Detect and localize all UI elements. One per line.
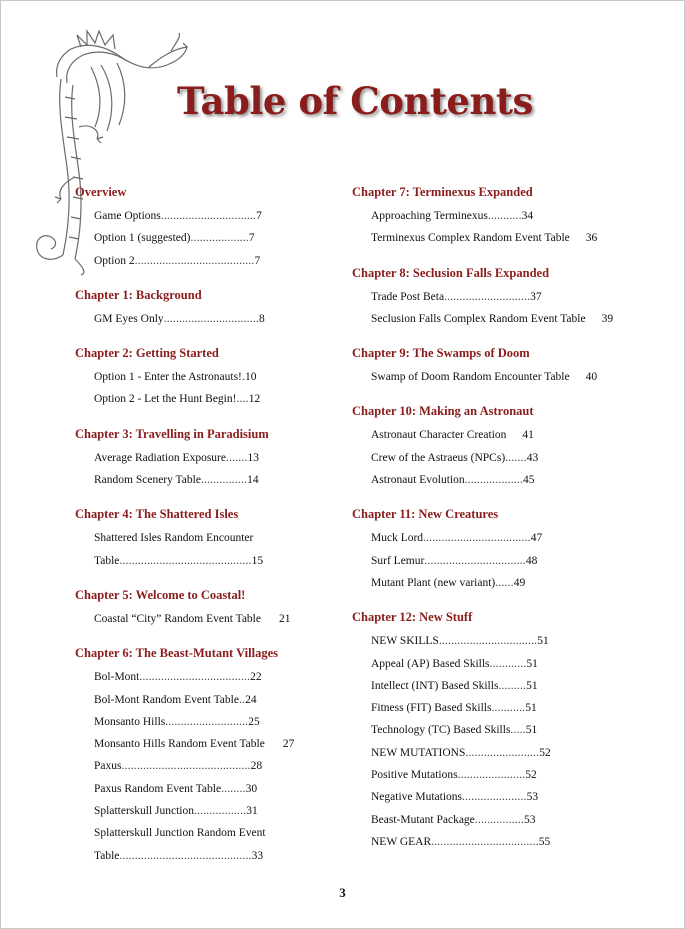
toc-entry-title: Splatterskull Junction Random Event [94,827,266,840]
toc-page-number: 45 [523,474,535,487]
toc-entry-list [75,308,325,330]
toc-page-number: 51 [525,702,537,715]
toc-entry-list [352,630,612,853]
chapter-heading[interactable]: Chapter 6: The Beast-Mutant Villages [75,646,279,661]
toc-entry-title: Seclusion Falls Complex Random Event Table [371,312,586,325]
toc-page-number: 53 [524,813,536,826]
toc-leader-dots: ........... [491,702,526,715]
toc-chapter [352,344,612,388]
toc-entry[interactable] [352,719,612,741]
toc-entry-list [75,366,325,411]
toc-leader-dots: ........................ [465,746,540,759]
toc-entry[interactable] [352,831,612,853]
toc-page-number: 14 [247,474,259,487]
toc-page-number: 25 [248,715,260,728]
toc-page-number: 31 [246,805,258,818]
toc-leader-dots: ................................... [423,532,531,545]
toc-entry-title: Muck Lord [371,532,424,545]
chapter-heading[interactable]: Chapter 9: The Swamps of Doom [352,346,530,361]
toc-entry[interactable] [75,608,325,630]
toc-entry-list [75,447,325,492]
chapter-heading[interactable]: Chapter 12: New Stuff [352,610,473,625]
toc-chapter [75,505,325,572]
toc-page-number: 30 [245,782,258,795]
toc-chapter [352,183,612,250]
chapter-heading[interactable]: Chapter 5: Welcome to Coastal! [75,587,246,602]
toc-entry-title: Beast-Mutant Package [371,813,475,826]
toc-entry-title: Positive Mutations [371,769,458,782]
toc-entry-title: GM Eyes Only [94,312,164,325]
toc-page-number: 55 [538,835,551,848]
toc-entry-title: Appeal (AP) Based Skills [371,657,490,670]
toc-page-number: 41 [522,429,534,442]
toc-page-number: 7 [254,254,261,267]
toc-entry[interactable] [352,697,612,719]
toc-entry[interactable] [75,845,325,867]
chapter-heading[interactable]: Chapter 8: Seclusion Falls Expanded [352,265,550,280]
toc-entry-title: Option 1 (suggested) [94,232,191,245]
toc-entry[interactable] [75,205,325,227]
toc-entry[interactable] [352,308,612,330]
toc-entry-list [75,608,325,630]
toc-entry-list [75,666,325,867]
toc-entry-title: Technology (TC) Based Skills [371,724,511,737]
toc-leader-dots: ...................... [457,769,526,782]
toc-leader-dots: .... [236,393,249,406]
toc-entry[interactable] [75,447,325,469]
toc-column-left [75,179,325,881]
toc-entry-title: NEW SKILLS [371,635,439,648]
toc-page-number: 37 [530,290,542,303]
toc-entry[interactable] [75,308,325,330]
toc-entry[interactable] [75,527,325,549]
toc-page-number: 43 [526,451,539,464]
toc-entry[interactable] [352,550,612,572]
toc-chapter [75,425,325,492]
toc-entry[interactable] [352,675,612,697]
toc-page-number: 22 [250,671,262,684]
toc-entry-title: NEW GEAR [371,835,432,848]
toc-entry-list [75,527,325,572]
toc-chapter [75,183,325,272]
toc-leader-dots: ............................... [163,312,259,325]
toc-entry-list [352,527,612,594]
toc-leader-dots: ....................................... [134,254,255,267]
toc-page-number: 24 [245,693,257,706]
toc-entry[interactable] [75,550,325,572]
toc-leader-dots: .. [238,693,246,706]
toc-entry[interactable] [352,227,612,249]
toc-page-number: 39 [601,312,614,325]
toc-entry-title: Intellect (INT) Based Skills [371,679,499,692]
toc-entry-list [352,205,612,250]
toc-page-number: 51 [537,635,549,648]
toc-chapter [352,608,612,853]
toc-page-number: 52 [525,769,537,782]
toc-page-number: 21 [278,612,291,625]
toc-leader-dots: ............................ [444,290,531,303]
toc-entry[interactable] [75,366,325,388]
toc-entry-title: Fitness (FIT) Based Skills [371,702,492,715]
toc-entry-title: NEW MUTATIONS [371,746,466,759]
chapter-heading[interactable]: Chapter 1: Background [75,287,202,302]
toc-entry[interactable] [75,733,325,755]
toc-entry[interactable] [75,778,325,800]
toc-entry[interactable] [352,424,612,446]
toc-leader-dots: ................................... [431,835,539,848]
toc-entry-title: Random Scenery Table [94,474,201,487]
toc-entry[interactable] [352,572,612,594]
toc-entry[interactable] [352,286,612,308]
toc-entry[interactable] [75,800,325,822]
toc-entry[interactable] [352,447,612,469]
toc-entry-title: Mutant Plant (new variant) [371,576,496,589]
toc-entry-title: Table [94,849,120,862]
toc-leader-dots: ..... [510,724,526,737]
toc-leader-dots: .................................... [139,671,251,684]
toc-entry-title: Shattered Isles Random Encounter [94,532,254,545]
chapter-heading[interactable]: Chapter 7: Terminexus Expanded [352,185,533,199]
toc-leader-dots: ........................................... [119,554,252,567]
toc-entry-list [352,286,612,331]
toc-chapter [75,286,325,330]
toc-entry[interactable] [75,822,325,844]
toc-entry-title: Crew of the Astraeus (NPCs) [371,451,506,464]
toc-chapter [75,644,325,867]
toc-leader-dots: ............ [489,657,527,670]
toc-leader-dots: ............... [200,474,248,487]
toc-chapter [352,402,612,491]
toc-leader-dots: ..................... [462,791,527,804]
toc-entry-title: Paxus Random Event Table [94,782,222,795]
toc-entry[interactable] [352,764,612,786]
toc-page-number: 52 [539,746,551,759]
toc-page-number: 51 [525,724,538,737]
toc-chapter [352,264,612,331]
toc-entry-title: Bol-Mont [94,671,140,684]
toc-entry-title: Paxus [94,760,122,773]
page-number: 3 [339,885,346,900]
toc-page-number: 15 [251,554,264,567]
toc-leader-dots: ......... [498,679,527,692]
toc-leader-dots: ................ [474,813,524,826]
toc-entry-title: Coastal “City” Random Event Table [94,612,261,625]
toc-leader-dots: ........................................... [119,849,252,862]
toc-entry[interactable] [352,653,612,675]
toc-page-number: 51 [526,657,538,670]
toc-entry[interactable] [75,227,325,249]
toc-entry-title: Option 1 - Enter the Astronauts! [94,371,242,384]
toc-entry-list [352,366,612,388]
toc-entry-list [352,424,612,491]
toc-page-number: 13 [247,451,260,464]
toc-entry[interactable] [352,630,612,652]
toc-page-number: 48 [525,554,538,567]
chapter-heading[interactable]: Chapter 11: New Creatures [352,507,499,522]
toc-leader-dots: ................... [464,474,524,487]
toc-entry-title: Game Options [94,210,161,222]
toc-entry-title: Approaching Terminexus [371,210,488,222]
toc-entry-title: Option 2 [94,254,135,267]
toc-page-number: 8 [258,312,265,325]
toc-page-number: 7 [256,210,262,222]
toc-entry[interactable] [75,388,325,410]
toc-leader-dots: ........... [487,210,522,222]
toc-page-number: 34 [521,210,534,222]
toc-entry-title: Swamp of Doom Random Encounter Table [371,371,570,384]
chapter-heading[interactable]: Chapter 2: Getting Started [75,346,219,361]
chapter-heading[interactable]: Overview [75,185,127,199]
toc-leader-dots: ........................... [165,715,249,728]
toc-leader-dots: .......................................... [121,760,251,773]
toc-page-number: 40 [585,371,598,384]
toc-page-number: 36 [585,232,598,245]
toc-entry[interactable] [75,250,325,272]
toc-column-right [352,179,612,867]
toc-chapter [352,505,612,594]
toc-leader-dots: ........ [221,782,246,795]
toc-entry[interactable] [352,742,612,764]
toc-page-number: 49 [513,576,526,589]
toc-entry[interactable] [352,809,612,831]
toc-page-number: 51 [526,679,538,692]
toc-entry-title: Bol-Mont Random Event Table [94,693,239,706]
toc-leader-dots: ............................... [160,210,257,222]
toc-entry-list [75,205,325,272]
toc-leader-dots: ...... [495,576,514,589]
toc-leader-dots: ................................. [424,554,526,567]
toc-entry-title: Astronaut Evolution [371,474,465,487]
toc-entry[interactable] [75,689,325,711]
toc-entry-title: Astronaut Character Creation [371,429,507,442]
toc-entry-title: Negative Mutations [371,791,463,804]
toc-leader-dots: ................... [190,232,249,245]
toc-entry[interactable] [75,666,325,688]
toc-entry[interactable] [75,755,325,777]
chapter-heading[interactable]: Chapter 10: Making an Astronaut [352,404,534,419]
toc-entry-title: Monsanto Hills Random Event Table [94,738,265,751]
toc-leader-dots: ....... [505,451,527,464]
toc-page-number: 7 [248,232,255,245]
toc-page-number: 27 [282,738,295,751]
toc-leader-dots: ....... [226,451,248,464]
toc-entry-title: Monsanto Hills [94,715,166,728]
toc-entry-title: Table [94,554,120,567]
toc-leader-dots: ................. [193,805,247,818]
toc-chapter [75,344,325,411]
toc-entry[interactable] [352,366,612,388]
toc-leader-dots: ................................ [438,635,538,648]
toc-page-number: 53 [526,791,539,804]
toc-entry-title: Trade Post Beta [371,290,445,303]
toc-chapter [75,586,325,630]
toc-entry-title: Average Radiation Exposure [94,451,226,464]
toc-entry-title: Terminexus Complex Random Event Table [371,232,570,245]
chapter-heading[interactable]: Chapter 4: The Shattered Isles [75,507,239,522]
toc-page-number: 12 [248,393,261,406]
toc-entry-title: Surf Lemur [371,554,425,567]
toc-entry[interactable] [352,205,612,227]
page-title: Table of Contents [177,79,533,123]
toc-page-number: 33 [251,849,264,862]
toc-entry-title: Option 2 - Let the Hunt Begin! [94,393,237,406]
toc-entry[interactable] [352,786,612,808]
chapter-heading[interactable]: Chapter 3: Travelling in Paradisium [75,426,269,441]
toc-entry-title: Splatterskull Junction [94,805,194,818]
toc-page-number: 28 [250,760,263,773]
toc-entry[interactable] [75,711,325,733]
toc-entry[interactable] [75,469,325,491]
toc-page-number: 10 [244,371,257,384]
toc-entry[interactable] [352,527,612,549]
toc-leader-dots: . [241,371,245,384]
toc-entry[interactable] [352,469,612,491]
toc-page-number: 47 [530,532,543,545]
